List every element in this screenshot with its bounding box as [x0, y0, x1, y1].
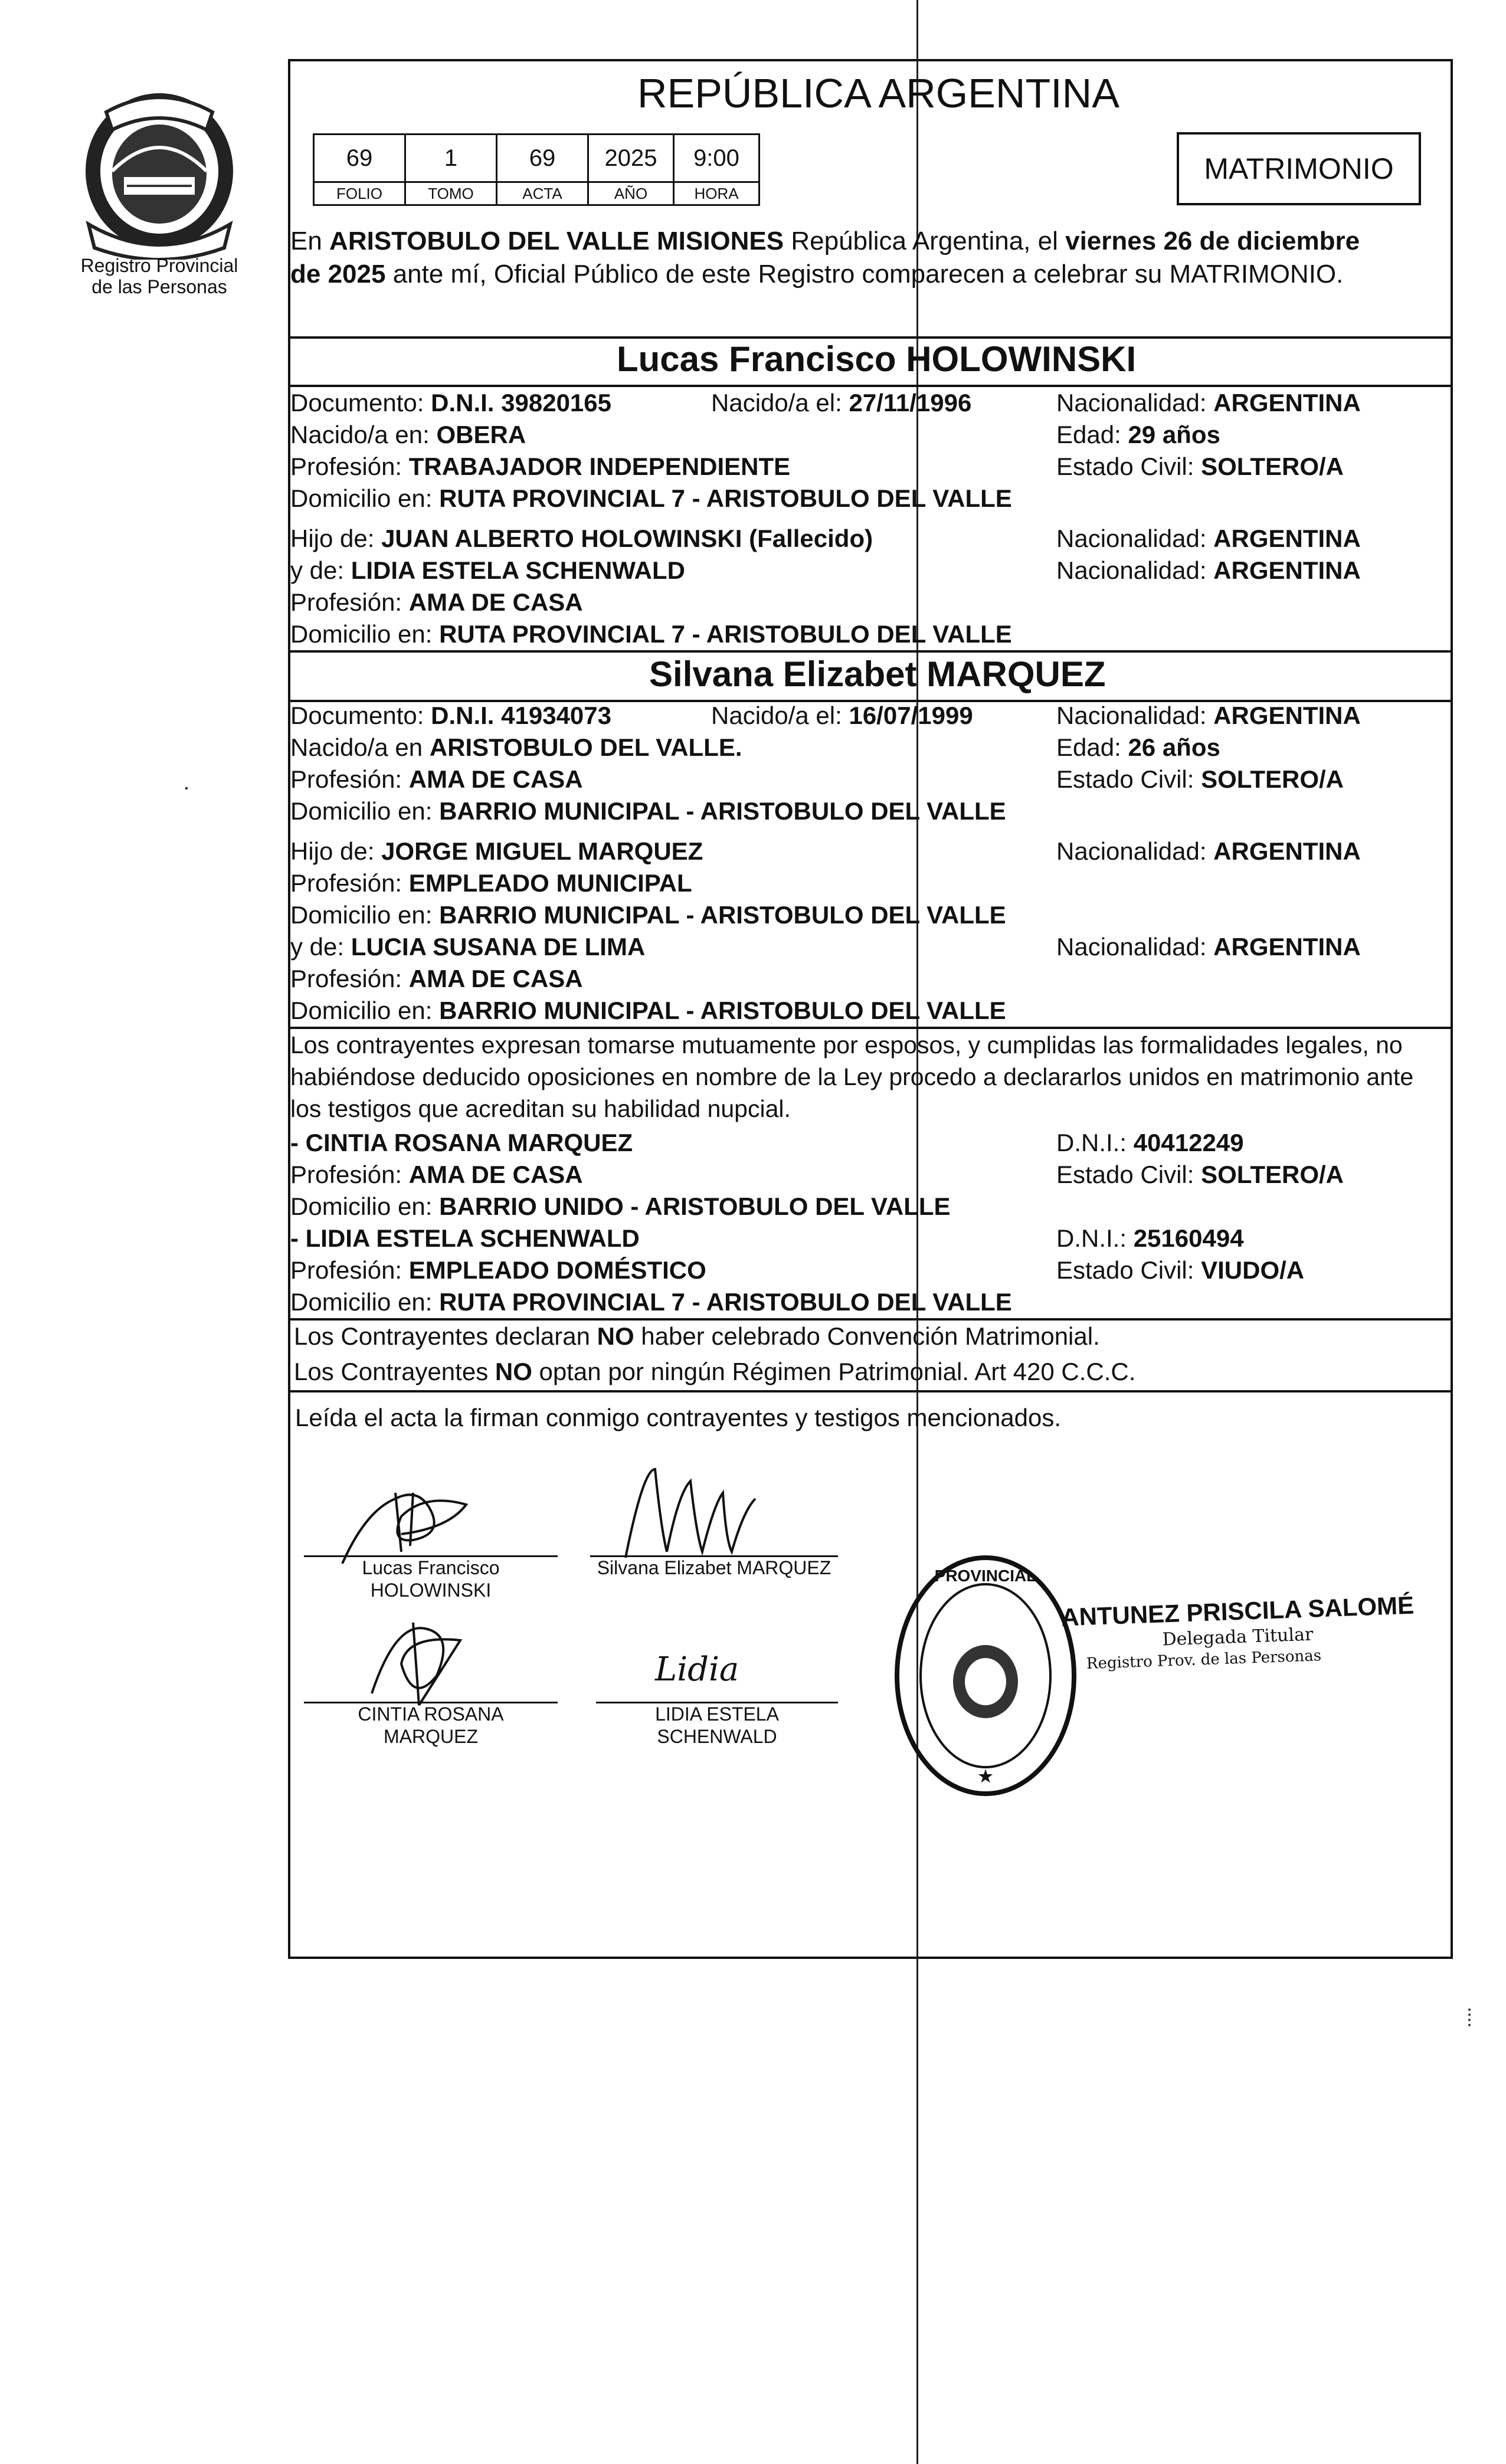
witness-2-profession: Profesión: EMPLEADO DOMÉSTICO — [290, 1256, 706, 1284]
groom-document: Documento: D.N.I. 39820165 — [290, 389, 611, 417]
witness-1-signature-icon — [348, 1611, 490, 1711]
year-label: AÑO — [588, 182, 674, 205]
witness-1-dni: D.N.I.: 40412249 — [1056, 1129, 1244, 1156]
intro-line-1: En ARISTOBULO DEL VALLE MISIONES República Argentina, el viernes 26 de diciembre — [290, 227, 1360, 255]
divider — [288, 650, 1453, 653]
page-title: REPÚBLICA ARGENTINA — [637, 70, 1119, 116]
bride-mother-nationality: Nacionalidad: ARGENTINA — [1056, 933, 1361, 961]
bride-name: Silvana Elizabet MARQUEZ — [649, 654, 1106, 694]
declaration-line-3: los testigos que acreditan su habilidad nupcial. — [290, 1095, 791, 1122]
declaration-line-1: Los contrayentes expresan tomarse mutuamente por esposos, y cumplidas las formalidades legales, no — [290, 1031, 1403, 1059]
bride-profession: Profesión: AMA DE CASA — [290, 765, 583, 793]
folio-label: FOLIO — [314, 182, 405, 205]
divider — [288, 1027, 1453, 1029]
bride-father: Hijo de: JORGE MIGUEL MARQUEZ — [290, 837, 703, 865]
closing-statement: Leída el acta la firman conmigo contrayentes y testigos mencionados. — [295, 1404, 1062, 1431]
divider — [288, 1390, 1453, 1392]
groom-signature-name: Lucas Francisco HOLOWINSKI — [362, 1557, 500, 1601]
bride-father-address: Domicilio en: BARRIO MUNICIPAL - ARISTOBULO DEL VALLE — [290, 901, 1006, 929]
bride-document: Documento: D.N.I. 41934073 — [290, 702, 611, 729]
witness-2-dni: D.N.I.: 25160494 — [1056, 1224, 1244, 1252]
bride-father-profession: Profesión: EMPLEADO MUNICIPAL — [290, 869, 692, 897]
witness-1-profession: Profesión: AMA DE CASA — [290, 1161, 583, 1188]
year-value: 2025 — [588, 135, 674, 182]
intro-line-2: de 2025 ante mí, Oficial Público de este Registro comparecen a celebrar su MATRIMONIO. — [290, 260, 1344, 289]
registry-label — [47, 255, 271, 297]
witness-2-civil-status: Estado Civil: VIUDO/A — [1056, 1256, 1305, 1284]
groom-address: Domicilio en: RUTA PROVINCIAL 7 - ARISTOBULO DEL VALLE — [290, 484, 1012, 512]
witness-1-civil-status: Estado Civil: SOLTERO/A — [1056, 1161, 1344, 1188]
bride-nationality: Nacionalidad: ARGENTINA — [1056, 702, 1361, 729]
divider — [288, 1318, 1453, 1321]
witness-1-address: Domicilio en: BARRIO UNIDO - ARISTOBULO DEL VALLE — [290, 1192, 951, 1220]
registry-label-line-2: de las Personas — [91, 276, 227, 297]
bride-mother-profession: Profesión: AMA DE CASA — [290, 965, 583, 992]
acta-label: ACTA — [497, 182, 588, 205]
groom-parent-profession: Profesión: AMA DE CASA — [290, 588, 583, 616]
declaration-line-2: habiéndose deducido oposiciones en nombre de la Ley procedo a declararlos unidos en matrimonio ante — [290, 1063, 1414, 1090]
bride-age: Edad: 26 años — [1056, 733, 1220, 761]
scan-mark — [1468, 2008, 1474, 2026]
witness-2-signature-name: LIDIA ESTELA SCHENWALD — [655, 1703, 779, 1747]
acta-value: 69 — [497, 135, 588, 182]
groom-parent-address: Domicilio en: RUTA PROVINCIAL 7 - ARISTOBULO DEL VALLE — [290, 620, 1012, 648]
groom-father-nationality: Nacionalidad: ARGENTINA — [1056, 525, 1361, 552]
bride-mother: y de: LUCIA SUSANA DE LIMA — [290, 933, 646, 961]
registry-label-line-1: Registro Provincial — [80, 255, 238, 276]
divider — [288, 385, 1453, 387]
tomo-value: 1 — [405, 135, 497, 182]
witness-1-name: - CINTIA ROSANA MARQUEZ — [290, 1129, 633, 1156]
bride-mother-address: Domicilio en: BARRIO MUNICIPAL - ARISTOBULO DEL VALLE — [290, 997, 1006, 1024]
regime-line-1: Los Contrayentes declaran NO haber celebrado Convención Matrimonial. — [294, 1322, 1100, 1350]
witness-2-signature-icon: Lidia — [655, 1650, 739, 1689]
witness-1-signature-name: CINTIA ROSANA MARQUEZ — [358, 1703, 504, 1747]
svg-text:★: ★ — [978, 1767, 993, 1785]
bride-address: Domicilio en: BARRIO MUNICIPAL - ARISTOBULO DEL VALLE — [290, 797, 1006, 825]
bride-birthplace: Nacido/a en ARISTOBULO DEL VALLE. — [290, 733, 742, 761]
folio-value: 69 — [314, 135, 405, 182]
groom-age: Edad: 29 años — [1056, 421, 1220, 448]
bride-civil-status: Estado Civil: SOLTERO/A — [1056, 765, 1344, 793]
document-type-box: MATRIMONIO — [1177, 132, 1421, 205]
province-seal-icon — [71, 89, 248, 260]
groom-birthdate: Nacido/a el: 27/11/1996 — [711, 389, 972, 417]
groom-birthplace: Nacido/a en: OBERA — [290, 421, 526, 448]
official-name-stamp: ANTUNEZ PRISCILA SALOMÉ Delegada Titular Registro Prov. de las Personas — [1060, 1591, 1415, 1673]
groom-profession: Profesión: TRABAJADOR INDEPENDIENTE — [290, 453, 791, 480]
bride-signature-icon — [608, 1457, 785, 1570]
tomo-label: TOMO — [405, 182, 497, 205]
hour-value: 9:00 — [674, 135, 759, 182]
groom-civil-status: Estado Civil: SOLTERO/A — [1056, 453, 1344, 480]
groom-father: Hijo de: JUAN ALBERTO HOLOWINSKI (Fallecido) — [290, 525, 873, 552]
regime-line-2: Los Contrayentes NO optan por ningún Régimen Patrimonial. Art 420 C.C.C. — [294, 1358, 1136, 1385]
scan-mark — [185, 787, 188, 789]
bride-signature-name: Silvana Elizabet MARQUEZ — [597, 1557, 831, 1578]
record-reference-table — [313, 133, 760, 206]
witness-2-address: Domicilio en: RUTA PROVINCIAL 7 - ARISTOBULO DEL VALLE — [290, 1288, 1012, 1316]
groom-mother-nationality: Nacionalidad: ARGENTINA — [1056, 556, 1361, 584]
bride-birthdate: Nacido/a el: 16/07/1999 — [711, 702, 973, 729]
official-round-stamp-icon — [885, 1546, 1086, 1806]
hour-label: HORA — [674, 182, 759, 205]
groom-nationality: Nacionalidad: ARGENTINA — [1056, 389, 1361, 417]
witness-2-name: - LIDIA ESTELA SCHENWALD — [290, 1224, 640, 1252]
svg-text:PROVINCIAL: PROVINCIAL — [934, 1567, 1037, 1585]
groom-name: Lucas Francisco HOLOWINSKI — [617, 339, 1137, 379]
groom-mother: y de: LIDIA ESTELA SCHENWALD — [290, 556, 685, 584]
bride-father-nationality: Nacionalidad: ARGENTINA — [1056, 837, 1361, 865]
